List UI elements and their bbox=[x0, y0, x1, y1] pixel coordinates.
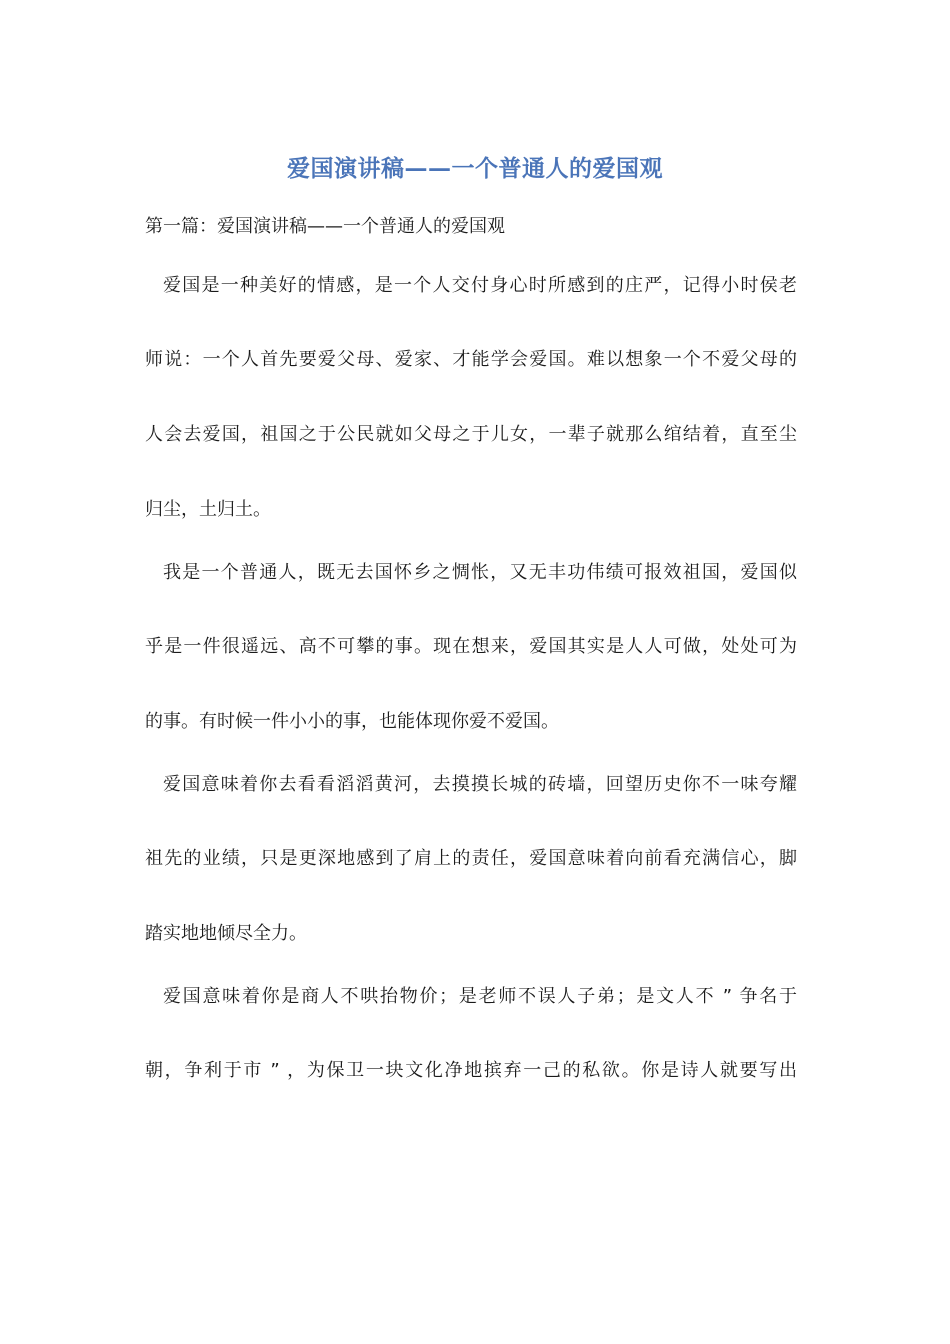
paragraph-line: 祖先的业绩，只是更深地感到了肩上的责任，爱国意味着向前看充满信心，脚 bbox=[145, 848, 797, 869]
paragraph-line: 朝，争利于市 ” ，为保卫一块文化净地摈弃一己的私欲。你是诗人就要写出 bbox=[145, 1060, 797, 1081]
paragraph-line: 爱国意味着你是商人不哄抬物价；是老师不误人子弟；是文人不 ” 争名于 bbox=[163, 986, 797, 1007]
document-title: 爱国演讲稿——一个普通人的爱国观 bbox=[287, 155, 663, 182]
paragraph-line: 我是一个普通人，既无去国怀乡之惆怅，又无丰功伟绩可报效祖国，爱国似 bbox=[163, 562, 797, 583]
paragraph-line: 踏实地地倾尽全力。 bbox=[145, 923, 307, 944]
paragraph-line: 乎是一件很遥远、高不可攀的事。现在想来，爱国其实是人人可做，处处可为 bbox=[145, 636, 797, 657]
paragraph-line: 人会去爱国，祖国之于公民就如父母之于儿女，一辈子就那么绾结着，直至尘 bbox=[145, 424, 797, 445]
paragraph-line: 爱国是一种美好的情感，是一个人交付身心时所感到的庄严，记得小时侯老 bbox=[163, 275, 797, 296]
paragraph-line: 师说：一个人首先要爱父母、爱家、才能学会爱国。难以想象一个不爱父母的 bbox=[145, 349, 797, 370]
paragraph-line: 的事。有时候一件小小的事，也能体现你爱不爱国。 bbox=[145, 711, 559, 732]
document-subtitle: 第一篇：爱国演讲稿——一个普通人的爱国观 bbox=[145, 216, 505, 237]
paragraph-line: 归尘，土归土。 bbox=[145, 499, 271, 520]
paragraph-line: 爱国意味着你去看看滔滔黄河，去摸摸长城的砖墙，回望历史你不一味夸耀 bbox=[163, 774, 797, 795]
